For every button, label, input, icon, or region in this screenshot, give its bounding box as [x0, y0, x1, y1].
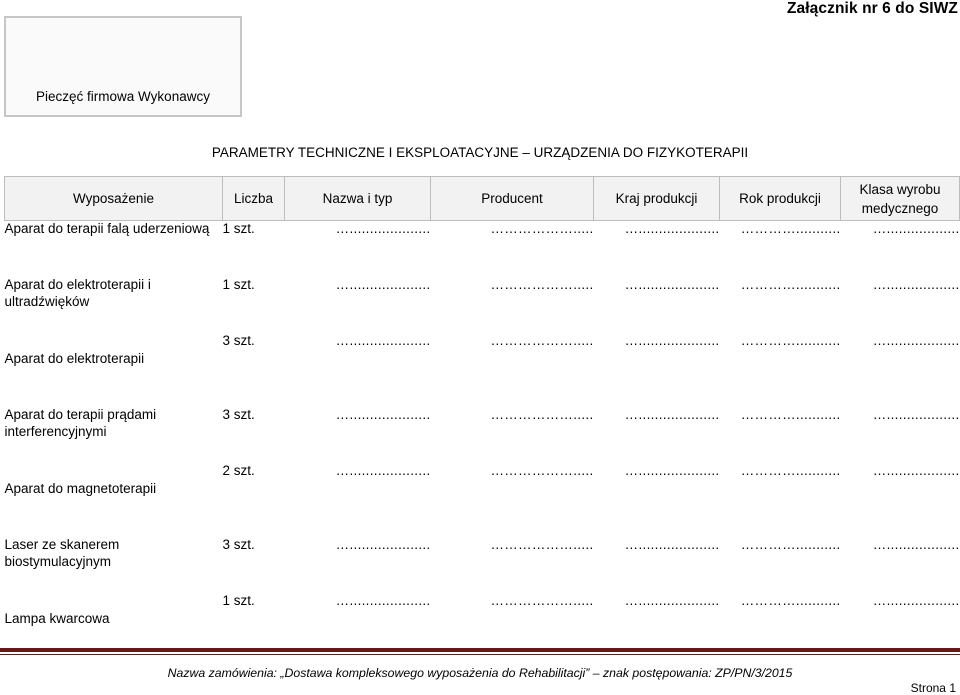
medical-class-field[interactable]: ….................. [872, 463, 960, 478]
equipment-cell: Aparat do terapii falą uderzeniową [4, 221, 210, 236]
col-header-country: Kraj produkcji [594, 177, 720, 221]
quantity-cell: 1 szt. [222, 221, 255, 236]
medical-class-field[interactable]: ….................. [872, 221, 960, 236]
col-header-year: Rok produkcji [720, 177, 841, 221]
medical-class-field[interactable]: ….................. [872, 593, 960, 608]
producer-field[interactable]: ………………..... [490, 537, 594, 552]
country-field[interactable]: ….................... [624, 463, 720, 478]
medical-class-field[interactable]: ….................. [872, 333, 960, 348]
parameters-table [4, 176, 960, 667]
producer-field[interactable]: ………………..... [490, 593, 594, 608]
equipment-cell: Aparat do magnetoterapii [4, 481, 157, 496]
table-row [5, 593, 960, 667]
table-header-row [5, 177, 960, 221]
equipment-cell: Aparat do elektroterapii i ultradźwięków [4, 277, 151, 309]
order-name-footer: Nazwa zamówienia: „Dostawa kompleksowego wyposażenia do Rehabilitacji” – znak postępowania: ZP/PN/3/2015 [167, 666, 793, 680]
country-field[interactable]: ….................... [624, 407, 720, 422]
country-field[interactable]: ….................... [624, 537, 720, 552]
country-field[interactable]: ….................... [624, 593, 720, 608]
col-header-medical-class: Klasa wyrobu medycznego [841, 177, 960, 221]
producer-field[interactable]: ………………..... [490, 463, 594, 478]
name-type-field[interactable]: ….................... [335, 537, 431, 552]
quantity-cell: 1 szt. [222, 593, 255, 608]
equipment-cell: Laser ze skanerem biostymulacyjnym [4, 537, 120, 569]
col-header-quantity: Liczba [223, 177, 285, 221]
table-row [5, 277, 960, 333]
producer-field[interactable]: ………………..... [490, 277, 594, 292]
page-number: Strona 1 [910, 681, 956, 695]
quantity-cell: 2 szt. [222, 463, 255, 478]
quantity-cell: 3 szt. [222, 407, 255, 422]
year-field[interactable]: …………........... [740, 593, 841, 608]
producer-field[interactable]: ………………..... [490, 333, 594, 348]
document-title: PARAMETRY TECHNICZNE I EKSPLOATACYJNE – URZĄDZENIA DO FIZYKOTERAPII [211, 145, 749, 160]
year-field[interactable]: …………........... [740, 333, 841, 348]
col-header-equipment: Wyposażenie [5, 177, 223, 221]
table-row [5, 537, 960, 593]
year-field[interactable]: …………........... [740, 277, 841, 292]
year-field[interactable]: …………........... [740, 463, 841, 478]
attachment-label: Załącznik nr 6 do SIWZ [786, 0, 958, 17]
medical-class-field[interactable]: ….................. [872, 277, 960, 292]
producer-field[interactable]: ………………..... [490, 407, 594, 422]
stamp-label: Pieczęć firmowa Wykonawcy [36, 89, 210, 104]
medical-class-field[interactable]: ….................. [872, 407, 960, 422]
year-field[interactable]: …………........... [740, 407, 841, 422]
table-row [5, 407, 960, 463]
equipment-cell: Lampa kwarcowa [4, 611, 110, 626]
name-type-field[interactable]: ….................... [335, 221, 431, 236]
name-type-field[interactable]: ….................... [335, 593, 431, 608]
quantity-cell: 3 szt. [222, 333, 255, 348]
col-header-producer: Producent [431, 177, 594, 221]
country-field[interactable]: ….................... [624, 277, 720, 292]
name-type-field[interactable]: ….................... [335, 333, 431, 348]
equipment-cell: Aparat do elektroterapii [4, 351, 145, 366]
medical-class-field[interactable]: ….................. [872, 537, 960, 552]
footer-divider-thin [0, 654, 960, 655]
name-type-field[interactable]: ….................... [335, 277, 431, 292]
name-type-field[interactable]: ….................... [335, 463, 431, 478]
year-field[interactable]: …………........... [740, 221, 841, 236]
equipment-cell: Aparat do terapii prądami interferencyjnymi [4, 407, 157, 439]
country-field[interactable]: ….................... [624, 333, 720, 348]
name-type-field[interactable]: ….................... [335, 407, 431, 422]
table-row [5, 221, 960, 278]
footer-divider-thick [0, 648, 960, 652]
year-field[interactable]: …………........... [740, 537, 841, 552]
table-row [5, 333, 960, 407]
table-row [5, 463, 960, 537]
company-stamp-box [4, 16, 242, 117]
country-field[interactable]: ….................... [624, 221, 720, 236]
quantity-cell: 3 szt. [222, 537, 255, 552]
quantity-cell: 1 szt. [222, 277, 255, 292]
producer-field[interactable]: ………………..... [490, 221, 594, 236]
col-header-name-type: Nazwa i typ [285, 177, 431, 221]
